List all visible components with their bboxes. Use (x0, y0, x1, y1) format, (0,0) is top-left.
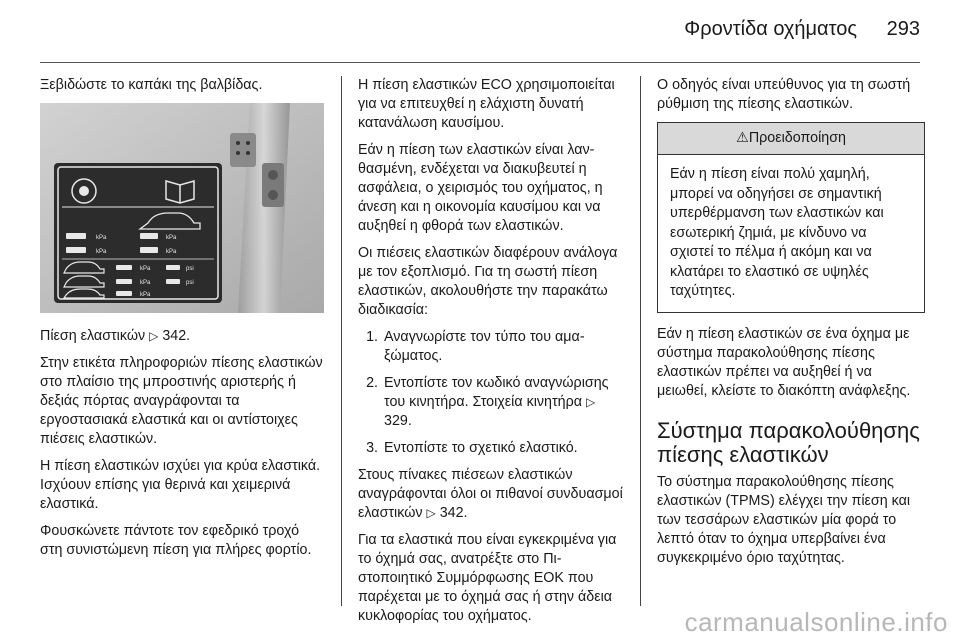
paragraph-label-location: Στην ετικέτα πληροφοριών πίεσης ελαστικών στο πλαίσιο της μπροστινής αριστερής ή δεξιάς πόρτας αναγράφονται τα εργοστασιακά ελαστικά και οι αντίστοιχες πιέσεις ελαστικών. (40, 355, 323, 447)
ref-text: Πίεση ελαστικών (40, 328, 150, 344)
page-title: Φροντίδα οχήματος (684, 18, 857, 40)
ref-page[interactable]: 329. (384, 413, 412, 429)
column-2 (358, 76, 626, 634)
cross-reference-arrow-icon: ▷ (149, 329, 159, 343)
section-heading: Σύστημα παρακολούθησης πίεσης ελαστικών (657, 417, 920, 467)
paragraph-tire-pressure-ref (40, 327, 324, 346)
paragraph-valve-cap: Ξεβιδώστε το καπάκι της βαλβίδας. (40, 77, 263, 93)
step-text (384, 328, 626, 366)
label-unit-kpa-4: kPa (166, 249, 177, 255)
step-number: 3. (366, 440, 378, 456)
step-text (384, 439, 626, 458)
paragraph-pressure-varies: Οι πιέσεις ελαστικών διαφέρουν ανάλογα με τον εξοπλισμό. Για τη σωστή πίεση ελαστικών, ακολουθήστε την παρακάτω διαδικασία: (358, 245, 618, 318)
procedure-steps (358, 328, 626, 458)
ref-page[interactable]: 342. (439, 505, 468, 521)
step-number: 2. (366, 375, 378, 391)
warning-header (658, 123, 924, 155)
warning-triangle-icon: ⚠ (735, 130, 749, 146)
ref-page[interactable]: 342. (162, 328, 191, 344)
label-unit-kpa-3: kPa (96, 249, 107, 255)
paragraph-spare-wheel: Φουσκώνετε πάντοτε τον εφεδρικό τροχό στη συνιστώμενη πίεση για πλήρες φορτίο. (40, 523, 312, 558)
paragraph-approved-tires: Για τα ελαστικά που είναι εγκεκριμένα για το όχημά σας, ανατρέξτε στο Πιστοποιητικό Συμμόρφωσης ΕΟΚ που παρέχεται με το όχημά σας ή στην άδεια κυκλοφορίας του οχήματος. (358, 532, 617, 624)
paragraph-driver-responsible: Ο οδηγός είναι υπεύθυνος για τη σωστή ρύθμιση της πίεσης ελαστικών. (657, 77, 911, 112)
list-item (358, 439, 626, 458)
cross-reference-arrow-icon: ▷ (585, 395, 596, 409)
ref-text: Στους πίνακες πιέσεων ελαστικών αναγράφονται όλοι οι πιθανοί συνδυασμοί ελαστικών (358, 467, 623, 521)
paragraph-cold-tires: Η πίεση ελαστικών ισχύει για κρύα ελαστικά. Ισχύουν επίσης για θερινά και χειμερινά ελαστικά. (40, 458, 321, 512)
column-divider-1 (341, 76, 342, 606)
step-number: 1. (366, 329, 378, 345)
label-unit-kpa-5: kPa (140, 266, 151, 272)
tire-label-illustration (40, 103, 324, 313)
step-text-content: Εντοπίστε τον κωδικό αναγνώρισης του κινητήρα. Στοιχεία κινητήρα (384, 375, 609, 410)
step-text-content: Εντοπίστε το σχετικό ελαστικό. (384, 440, 578, 456)
paragraph-pressure-tables (358, 466, 626, 523)
column-divider-2 (640, 76, 641, 606)
step-text-content: Αναγνωρίστε τον τύπο του αμαξώματος. (384, 329, 585, 364)
step-text (384, 374, 626, 431)
paragraph-wrong-pressure: Εάν η πίεση των ελαστικών είναι λανθασμένη, ενδέχεται να διακυβευτεί η ασφάλεια, ο χειρισμός του οχήματος, η άνεση και η οικονομία καυσίμου και να αυξηθεί η φθορά των ελαστικών. (358, 142, 603, 234)
label-unit-psi: psi (186, 266, 194, 272)
paragraph-eco-pressure: Η πίεση ελαστικών ECO χρησιμοποιείται για να επιτευχθεί η ελάχιστη δυνατή κατανάλωση καυσίμου. (358, 77, 615, 131)
warning-title: Προειδοποίηση (748, 130, 846, 146)
label-unit-psi-2: psi (186, 280, 194, 286)
warning-body: Εάν η πίεση είναι πολύ χαμηλή, μπορεί να οδηγήσει σε σημαντική υπερθέρμανση των ελαστικών και εσωτερική ζημιά, με κίνδυνο να σχιστεί το πέλμα ή ακόμη και να κλατάρει το ελαστικό σε υψηλές ταχύτητες. (670, 166, 884, 299)
list-item (358, 328, 626, 366)
label-unit-kpa-7: kPa (140, 292, 151, 298)
column-1 (40, 76, 324, 568)
paragraph-tpms-description: Το σύστημα παρακολούθησης πίεσης ελαστικών (TPMS) ελέγχει την πίεση και των τεσσάρων ελαστικών μία φορά το λεπτό όταν το όχημα υπερβαίνει ένα συγκεκριμένο όριο ταχύτητας. (657, 473, 911, 566)
label-unit-kpa-6: kPa (140, 280, 151, 286)
list-item (358, 374, 626, 431)
label-unit-kpa-2: kPa (166, 235, 177, 241)
page-number: 293 (886, 18, 920, 40)
paragraph-tpms-adjust: Εάν η πίεση ελαστικών σε ένα όχημα με σύστημα παρακολούθησης πίεσης ελαστικών πρέπει να αυξηθεί ή να μειωθεί, κλείστε το διακόπτη ανάφλεξης. (657, 325, 911, 399)
header-divider (40, 62, 920, 63)
column-3 (657, 76, 925, 576)
label-unit-kpa: kPa (96, 235, 107, 241)
warning-box (657, 122, 925, 313)
watermark: carmanualsonline.info (684, 607, 948, 637)
page-header (0, 0, 960, 60)
tire-pressure-label-photo (40, 103, 324, 313)
cross-reference-arrow-icon: ▷ (426, 506, 436, 520)
